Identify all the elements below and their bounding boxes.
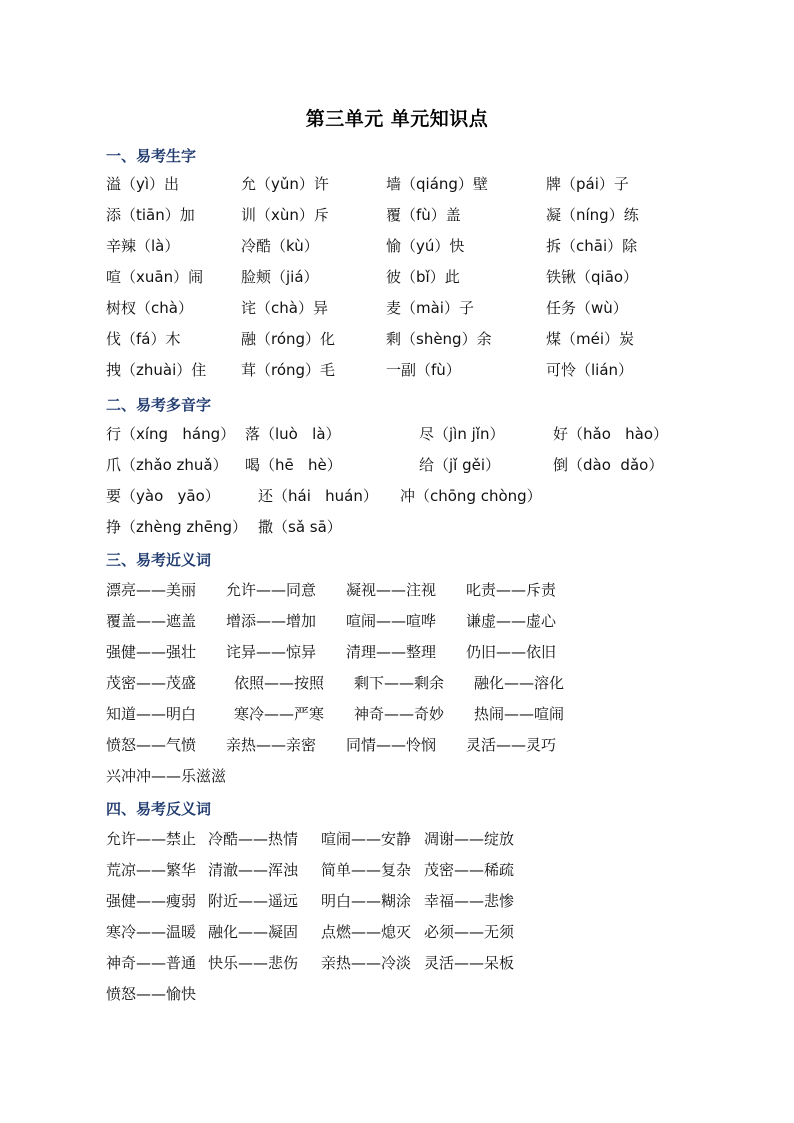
section-heading-polyphones: 二、易考多音字: [106, 396, 212, 414]
rare-chars-entry: 墙（qiáng）壁: [386, 175, 488, 193]
synonyms-entry: 剩下——剩余: [354, 674, 445, 692]
antonyms-entry: 强健——瘦弱: [106, 892, 197, 910]
polyphones-entry: 给（jǐ gěi）: [419, 456, 501, 474]
antonyms-entry: 荒凉——繁华: [106, 861, 197, 879]
rare-chars-entry: 允（yǔn）许: [241, 175, 329, 193]
antonyms-entry: 必须——无须: [424, 923, 515, 941]
polyphones-entry: 落（luò là）: [245, 425, 341, 443]
synonyms-entry: 融化——溶化: [474, 674, 565, 692]
rare-chars-entry: 铁锹（qiāo）: [546, 268, 639, 286]
synonyms-entry: 仍旧——依旧: [466, 643, 557, 661]
antonyms-entry: 神奇——普通: [106, 954, 197, 972]
rare-chars-entry: 树杈（chà）: [106, 299, 193, 317]
page-title: 第三单元 单元知识点: [305, 108, 489, 130]
synonyms-entry: 覆盖——遮盖: [106, 612, 197, 630]
antonyms-entry: 喧闹——安静: [321, 830, 412, 848]
antonyms-entry: 凋谢——绽放: [424, 830, 515, 848]
synonyms-entry: 亲热——亲密: [226, 736, 317, 754]
rare-chars-entry: 伐（fá）木: [106, 330, 181, 348]
antonyms-entry: 寒冷——温暖: [106, 923, 197, 941]
polyphones-entry: 行（xíng háng）: [106, 425, 236, 443]
synonyms-entry: 热闹——喧闹: [474, 705, 565, 723]
antonyms-entry: 融化——凝固: [208, 923, 299, 941]
rare-chars-entry: 煤（méi）炭: [546, 330, 635, 348]
section-heading-antonyms: 四、易考反义词: [106, 800, 212, 818]
rare-chars-entry: 拽（zhuài）住: [106, 361, 207, 379]
rare-chars-entry: 彼（bǐ）此: [386, 268, 460, 286]
section-heading-rare-chars: 一、易考生字: [106, 147, 197, 165]
synonyms-entry: 清理——整理: [346, 643, 437, 661]
rare-chars-entry: 辛辣（là）: [106, 237, 180, 255]
synonyms-entry: 增添——增加: [226, 612, 317, 630]
antonyms-entry: 允许——禁止: [106, 830, 197, 848]
antonyms-entry: 附近——遥远: [208, 892, 299, 910]
rare-chars-entry: 冷酷（kù）: [241, 237, 319, 255]
antonyms-entry: 明白——糊涂: [321, 892, 412, 910]
synonyms-entry: 兴冲冲——乐滋滋: [106, 767, 227, 785]
rare-chars-entry: 诧（chà）异: [241, 299, 328, 317]
synonyms-entry: 愤怒——气愤: [106, 736, 197, 754]
rare-chars-entry: 拆（chāi）除: [546, 237, 638, 255]
polyphones-entry: 喝（hē hè）: [245, 456, 342, 474]
synonyms-entry: 茂密——茂盛: [106, 674, 197, 692]
synonyms-entry: 谦虚——虚心: [466, 612, 557, 630]
antonyms-entry: 清澈——浑浊: [208, 861, 299, 879]
rare-chars-entry: 牌（pái）子: [546, 175, 629, 193]
antonyms-entry: 冷酷——热情: [208, 830, 299, 848]
synonyms-entry: 强健——强壮: [106, 643, 197, 661]
rare-chars-entry: 溢（yì）出: [106, 175, 180, 193]
polyphones-entry: 倒（dào dǎo）: [553, 456, 664, 474]
rare-chars-entry: 凝（níng）练: [546, 206, 639, 224]
rare-chars-entry: 剩（shèng）余: [386, 330, 492, 348]
polyphones-entry: 挣（zhèng zhēng）: [106, 518, 248, 536]
synonyms-entry: 灵活——灵巧: [466, 736, 557, 754]
polyphones-entry: 好（hǎo hào）: [553, 425, 669, 443]
rare-chars-entry: 脸颊（jiá）: [241, 268, 319, 286]
synonyms-entry: 知道——明白: [106, 705, 197, 723]
synonyms-entry: 漂亮——美丽: [106, 581, 197, 599]
antonyms-entry: 亲热——冷淡: [321, 954, 412, 972]
polyphones-entry: 爪（zhǎo zhuǎ）: [106, 456, 228, 474]
rare-chars-entry: 喧（xuān）闹: [106, 268, 204, 286]
rare-chars-entry: 茸（róng）毛: [241, 361, 336, 379]
antonyms-entry: 幸福——悲惨: [424, 892, 515, 910]
synonyms-entry: 寒冷——严寒: [234, 705, 325, 723]
rare-chars-entry: 一副（fù）: [386, 361, 461, 379]
polyphones-entry: 冲（chōng chòng）: [400, 487, 542, 505]
antonyms-entry: 快乐——悲伤: [208, 954, 299, 972]
rare-chars-entry: 训（xùn）斥: [241, 206, 329, 224]
synonyms-entry: 依照——按照: [234, 674, 325, 692]
synonyms-entry: 神奇——奇妙: [354, 705, 445, 723]
rare-chars-entry: 覆（fù）盖: [386, 206, 461, 224]
synonyms-entry: 同情——怜悯: [346, 736, 437, 754]
synonyms-entry: 诧异——惊异: [226, 643, 317, 661]
polyphones-entry: 尽（jìn jǐn）: [419, 425, 505, 443]
synonyms-entry: 叱责——斥责: [466, 581, 557, 599]
antonyms-entry: 茂密——稀疏: [424, 861, 515, 879]
antonyms-entry: 简单——复杂: [321, 861, 412, 879]
polyphones-entry: 还（hái huán）: [258, 487, 378, 505]
rare-chars-entry: 可怜（lián）: [546, 361, 634, 379]
polyphones-entry: 要（yào yāo）: [106, 487, 220, 505]
rare-chars-entry: 愉（yú）快: [386, 237, 465, 255]
polyphones-entry: 撒（sǎ sā）: [258, 518, 342, 536]
section-heading-synonyms: 三、易考近义词: [106, 551, 212, 569]
rare-chars-entry: 任务（wù）: [546, 299, 628, 317]
antonyms-entry: 点燃——熄灭: [321, 923, 412, 941]
rare-chars-entry: 麦（mài）子: [386, 299, 474, 317]
synonyms-entry: 喧闹——喧哗: [346, 612, 437, 630]
synonyms-entry: 允许——同意: [226, 581, 317, 599]
rare-chars-entry: 融（róng）化: [241, 330, 336, 348]
antonyms-entry: 灵活——呆板: [424, 954, 515, 972]
antonyms-entry: 愤怒——愉快: [106, 985, 197, 1003]
rare-chars-entry: 添（tiān）加: [106, 206, 195, 224]
synonyms-entry: 凝视——注视: [346, 581, 437, 599]
